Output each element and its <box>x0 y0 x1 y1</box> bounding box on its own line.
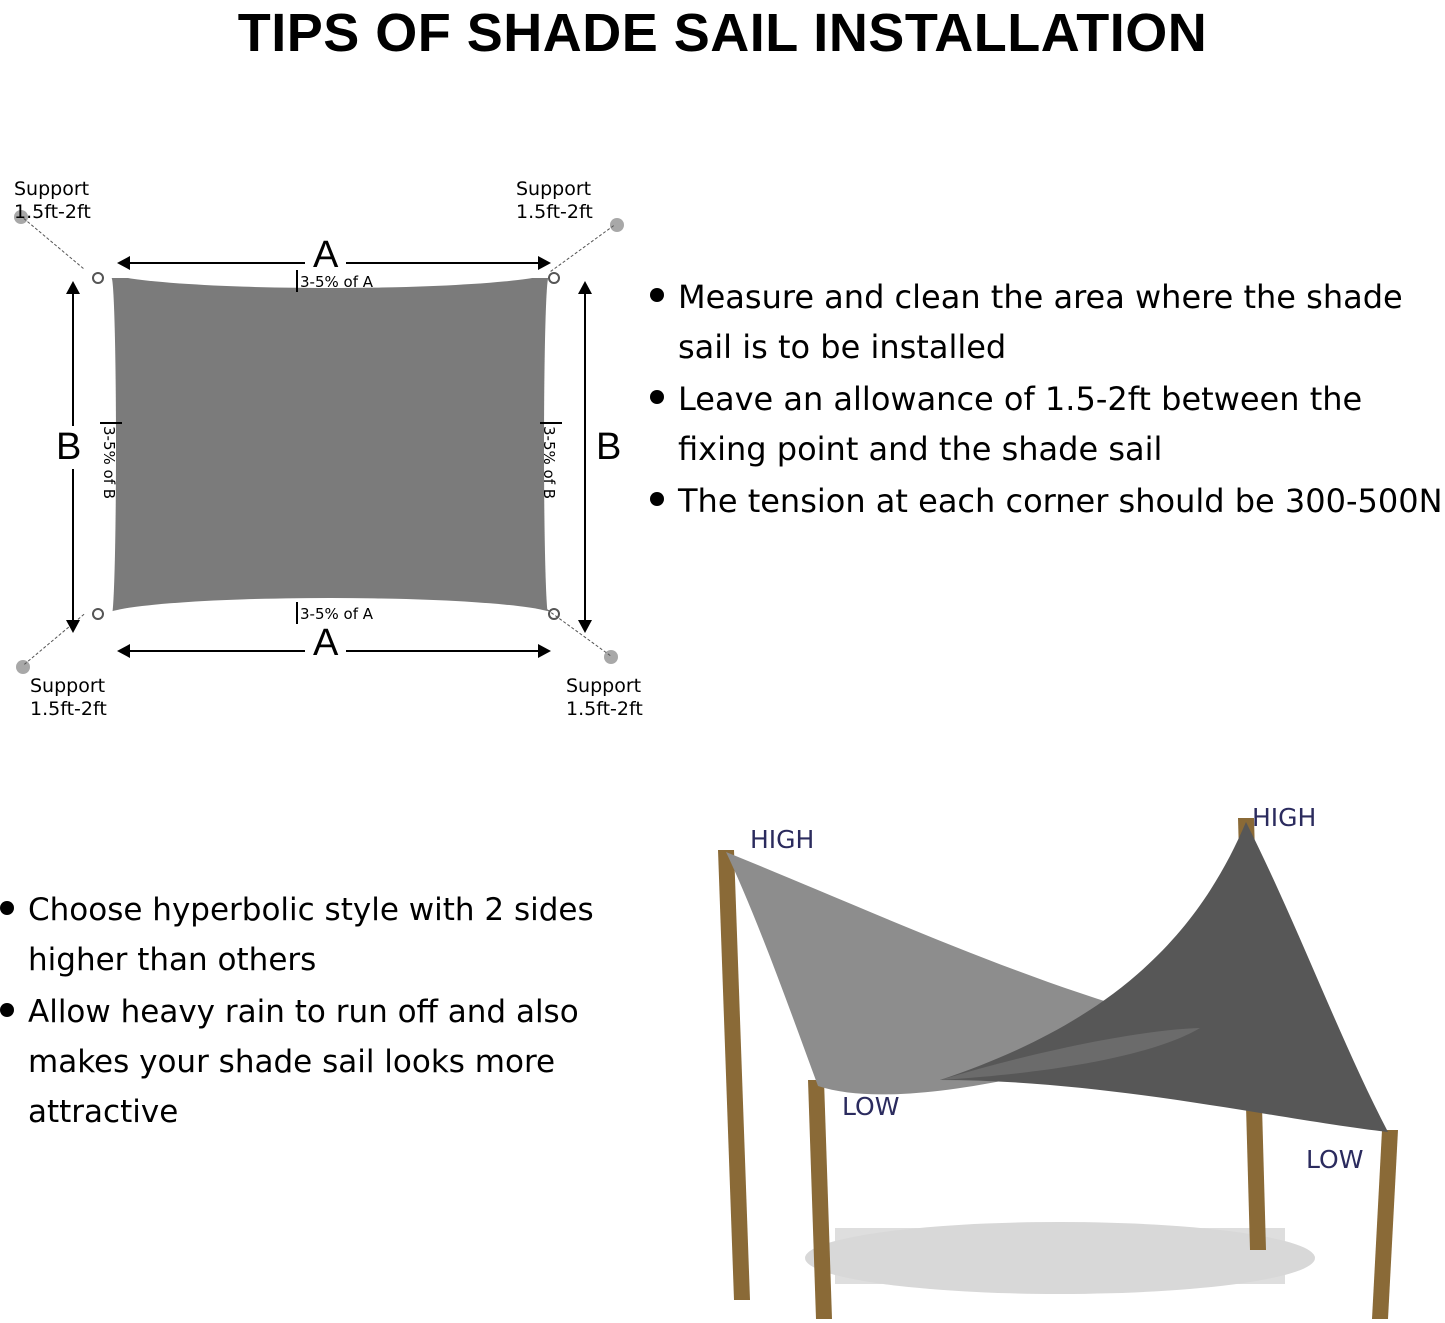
list-item-label: Allow heavy rain to run off and also makes your shade sail looks more attractive <box>28 994 579 1130</box>
support-point-bottom-left <box>16 660 30 674</box>
support-label-line2: 1.5ft-2ft <box>516 201 593 223</box>
bullet-dot-icon <box>650 288 664 302</box>
support-line-top-right <box>550 225 614 272</box>
list-item-label: Choose hyperbolic style with 2 sides higher than others <box>28 892 594 978</box>
arrowhead-left-top <box>66 281 80 294</box>
post-front-left <box>808 1080 832 1319</box>
dimension-line-right <box>584 294 586 620</box>
page-title: TIPS OF SHADE SAIL INSTALLATION <box>237 3 1208 63</box>
corner-ring-bottom-left <box>92 608 104 620</box>
sag-tick-left <box>100 422 122 424</box>
hyperbolic-sail-svg <box>640 780 1445 1319</box>
label-low-right: LOW <box>1306 1145 1364 1174</box>
top-shade-sail-diagram <box>0 150 660 740</box>
corner-ring-top-right <box>548 272 560 284</box>
dimension-label-bottom: A <box>305 622 346 665</box>
support-label-top-left <box>14 178 91 224</box>
arrowhead-bottom-right <box>538 644 551 658</box>
installation-tips-list <box>650 272 1445 528</box>
support-line-top-left <box>23 218 83 269</box>
support-label-bottom-right <box>566 675 643 721</box>
sag-tick-bottom <box>296 602 298 624</box>
support-label-line1: Support <box>566 675 642 697</box>
arrowhead-left-bottom <box>66 620 80 633</box>
support-label-top-right <box>516 178 593 224</box>
support-label-bottom-left <box>30 675 107 721</box>
list-item <box>0 987 620 1137</box>
support-label-line1: Support <box>516 178 592 200</box>
label-low-left: LOW <box>842 1092 900 1121</box>
list-item <box>0 885 620 985</box>
hyperbolic-tips-list <box>0 885 620 1139</box>
sag-label-right: 3-5% of B <box>540 426 558 500</box>
support-label-line1: Support <box>14 178 90 200</box>
list-item <box>650 374 1445 474</box>
dimension-label-right: B <box>588 426 629 469</box>
support-label-line2: 1.5ft-2ft <box>566 698 643 720</box>
hyperbolic-sail-illustration <box>640 780 1445 1319</box>
support-label-line2: 1.5ft-2ft <box>30 698 107 720</box>
sag-tick-right <box>540 422 562 424</box>
arrowhead-bottom-left <box>117 644 130 658</box>
list-item-label: Measure and clean the area where the shade sail is to be installed <box>678 278 1403 366</box>
label-high-left: HIGH <box>750 825 815 854</box>
sag-tick-top <box>296 270 298 292</box>
sag-label-top: 3-5% of A <box>300 273 374 291</box>
sag-label-bottom: 3-5% of A <box>300 605 374 623</box>
support-label-line2: 1.5ft-2ft <box>14 201 91 223</box>
post-rear-left <box>718 850 750 1300</box>
list-item-label: Leave an allowance of 1.5-2ft between the fixing point and the shade sail <box>678 380 1363 468</box>
corner-ring-top-left <box>92 272 104 284</box>
label-high-right: HIGH <box>1252 803 1317 832</box>
sail-shape <box>104 278 556 616</box>
arrowhead-right-top <box>578 281 592 294</box>
list-item <box>650 272 1445 372</box>
post-front-right <box>1372 1130 1398 1319</box>
dimension-label-left: B <box>48 426 89 469</box>
arrowhead-top-left <box>117 256 130 270</box>
support-label-line1: Support <box>30 675 106 697</box>
bullet-dot-icon <box>650 492 664 506</box>
bullet-dot-icon <box>0 1003 14 1017</box>
list-item-label: The tension at each corner should be 300-500N <box>678 482 1443 520</box>
list-item <box>650 476 1445 526</box>
bullet-dot-icon <box>650 390 664 404</box>
sag-label-left: 3-5% of B <box>100 426 118 500</box>
ground-shadow-rect <box>835 1228 1285 1284</box>
bullet-dot-icon <box>0 901 14 915</box>
arrowhead-top-right <box>538 256 551 270</box>
arrowhead-right-bottom <box>578 620 592 633</box>
dimension-label-top: A <box>305 234 346 277</box>
